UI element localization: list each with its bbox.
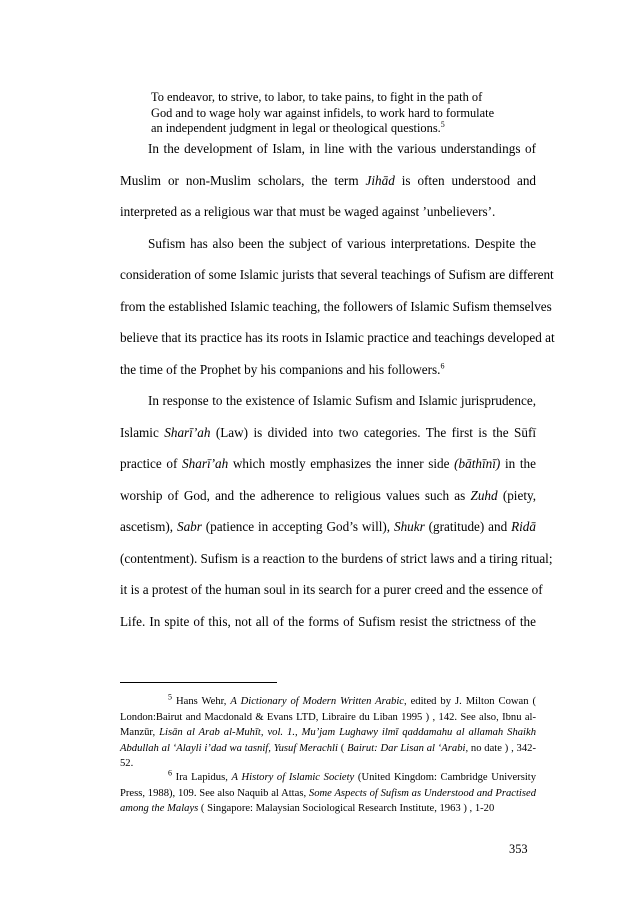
term: Sabr — [176, 519, 202, 534]
paragraph: In response to the existence of Islamic Sufism and Islamic jurisprudence, Islamic Sharī’ah (Law) is divided into two categories. The first is the Sūfī practice of Sharī’ah which mostly emphasizes the inner side (bāthīnī) in the worship of God, and the adherence to religious values such as Zuhd (piety, ascetism), Sabr (patience in accepting God’s will), Shukr (gratitude) and Ridā (contentment). Sufism is a reaction to the burdens of strict laws and a tiring ritual; it is a protest of the human soul in its search for a purer creed and the essence of Life. In spite of this, not all of the forms of Sufism resist the strictness of the — [120, 393, 553, 629]
footnote-6: $^6$ Ira Lapidus, A History of Islamic Society (United Kingdom: Cambridge University Press, 1988), 109. See also Naquib al Attas, Some Aspects of Sufism as Understood and Practised among the Malays ( Singapore: Malaysian Sociological Research Institute, 1963 ) , 1-20 — [120, 768, 537, 815]
footnote-number: 6 — [168, 768, 172, 778]
paragraph: Sufism has also been the subject of various interpretations. Despite the consideration of some Islamic jurists that several teachings of Sufism are different from the established Islamic teaching, the followers of Islamic Sufism themselves believe that its practice has its roots in Islamic practice and teachings developed at the time of the Prophet by his companions and his followers.$^6$ — [120, 235, 555, 377]
term: Shukr — [393, 519, 425, 534]
term: Sharī’ah — [164, 424, 211, 440]
page-number: 353 — [509, 842, 528, 856]
quote-line: To endeavor, to strive, to labor, to take pains, to fight in the path of — [151, 90, 483, 104]
term: Zuhd — [470, 487, 498, 503]
footnote-ref: 6 — [440, 361, 445, 371]
footnote-ref: 5 — [440, 119, 445, 129]
quote-line: an independent judgment in legal or theological questions.$^5$ — [151, 119, 445, 135]
paragraph: In the development of Islam, in line with the various understandings of Muslim or non-Muslim scholars, the term Jihād is often understood and interpreted as a religious war that must be waged against ’unbelievers’. — [120, 141, 537, 219]
term: (bāthīnī) — [454, 456, 501, 471]
body-text — [120, 137, 555, 641]
footnote-5: $^5$ Hans Wehr, A Dictionary of Modern Written Arabic, edited by J. Milton Cowan ( London:Bairut and Macdonald & Evans LTD, Libraire du Liban 1995 ) , 142. See also, Ibnu al- Manzūr, Lisān al Arab al-Muhīt, vol. 1., Mu’jam Lughawy ilmī qaddamahu al allamah Shaikh Abdullah al ‘Alayli i’dad wa tasnif, Yusuf Merachli ( Bairut: Dar Lisan al ‘Arabi, no date ) , 342- 52. — [120, 692, 536, 770]
term: Sharī’ah — [182, 456, 229, 471]
term: Ridā — [511, 519, 536, 534]
footnote-divider — [120, 682, 277, 683]
term: Jihād — [365, 172, 395, 188]
footnote-number: 5 — [168, 692, 172, 702]
quote-line: God and to wage holy war against infidels, to work hard to formulate — [151, 105, 495, 120]
block-quote — [151, 90, 526, 137]
